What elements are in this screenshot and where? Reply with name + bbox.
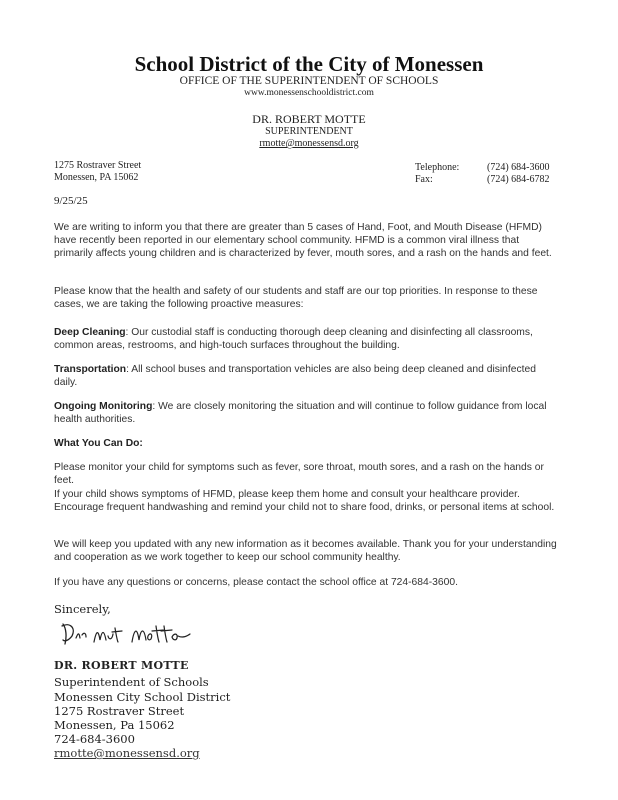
signature-phone: 724-684-3600 (54, 732, 135, 746)
signature-district: Monessen City School District (54, 690, 231, 704)
signature-email-link[interactable]: rmotte@monessensd.org (54, 746, 200, 760)
paragraph-updates: We will keep you updated with any new information as it becomes available. Thank you for your understanding and cooperation as we work together to keep our school community healthy. (54, 539, 557, 564)
paragraph-priorities: Please know that the health and safety of our students and staff are our top priorities. In response to these cases, we are taking the following proactive measures: (54, 286, 538, 311)
signature-name: DR. ROBERT MOTTE (54, 659, 189, 672)
deep-cleaning-label: Deep Cleaning (54, 327, 126, 338)
fax-label: Fax: (415, 174, 433, 185)
superintendent-title: SUPERINTENDENT (265, 126, 353, 137)
deep-cleaning-text: : Our custodial staff is conducting thorough deep cleaning and disinfecting all classrooms, common areas, restrooms, and high-touch surfaces throughout the building. (54, 327, 533, 352)
fax-number: (724) 684-6782 (487, 174, 550, 185)
monitoring-text: : We are closely monitoring the situation and will continue to follow guidance from local health authorities. (54, 401, 547, 426)
telephone-label: Telephone: (415, 162, 460, 173)
signature-title: Superintendent of Schools (54, 675, 209, 689)
telephone-number: (724) 684-3600 (487, 162, 550, 173)
signature-city: Monessen, Pa 15062 (54, 718, 175, 732)
superintendent-name: DR. ROBERT MOTTE (252, 112, 366, 126)
transportation-text: : All school buses and transportation vehicles are also being deep cleaned and disinfected daily. (54, 364, 536, 389)
website-link[interactable]: www.monessenschooldistrict.com (244, 88, 374, 98)
district-name: School District of the City of Monessen (134, 52, 484, 76)
address-street: 1275 Rostraver Street (54, 160, 142, 171)
letter-date: 9/25/25 (54, 195, 88, 207)
superintendent-email-link[interactable]: rmotte@monessensd.org (259, 138, 359, 149)
todo-monitor-symptoms: Please monitor your child for symptoms such as fever, sore throat, mouth sores, and a rash on the hands or feet. (54, 462, 544, 487)
what-you-can-do-label: What You Can Do: (54, 438, 143, 449)
monitoring-label: Ongoing Monitoring (54, 401, 153, 412)
handwritten-signature (60, 618, 200, 648)
todo-keep-home: If your child shows symptoms of HFMD, please keep them home and consult your healthcare provider. (54, 489, 520, 500)
office-title: OFFICE OF THE SUPERINTENDENT OF SCHOOLS (179, 75, 439, 87)
paragraph-intro: We are writing to inform you that there are greater than 5 cases of Hand, Foot, and Mouth Disease (HFMD) have recently been reported in our elementary school community. HFMD is a common viral illness that primarily affects young children and is characterized by fever, mouth sores, and a rash on the hands and feet. (54, 222, 552, 260)
paragraph-contact: If you have any questions or concerns, please contact the school office at 724-684-3600. (54, 577, 458, 588)
measure-deep-cleaning (54, 326, 560, 352)
transportation-label: Transportation (54, 364, 127, 375)
measure-transportation (54, 363, 560, 389)
todo-handwashing: Encourage frequent handwashing and remind your child not to share food, drinks, or personal items at school. (54, 502, 555, 513)
address-city: Monessen, PA 15062 (54, 172, 139, 183)
measure-monitoring (54, 400, 560, 426)
signature-street: 1275 Rostraver Street (54, 704, 185, 718)
what-you-can-do-heading (54, 437, 560, 450)
closing-sincerely: Sincerely, (54, 602, 111, 616)
